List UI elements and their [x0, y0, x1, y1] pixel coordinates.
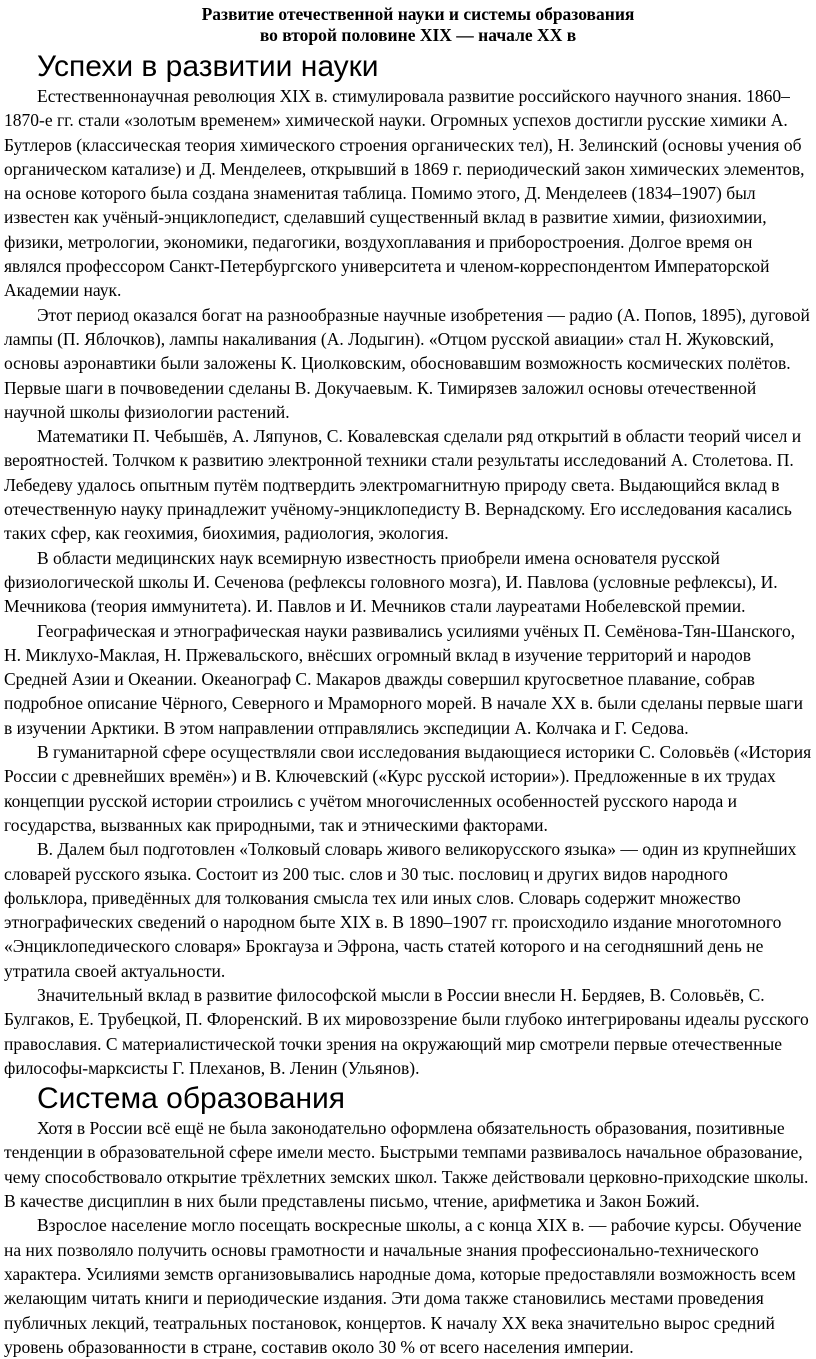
title-line-2: во второй половине XIX — начале XX в — [259, 25, 577, 45]
science-paragraph-chemistry: Естественнонаучная революция XIX в. стимулировала развитие российского научного знания. 1860–1870-е гг. стали «золотым временем» химической науки. Огромных успехов достигли русские химики А. Бутлеров (классическая теория химического строения органических тел), Н. Зелинский (основы учения об органическом катализе) и Д. Менделеев, открывший в 1869 г. периодический закон химических элементов, на основе которого была создана знаменитая таблица. Помимо этого, Д. Менделеев (1834–1907) был известен как учёный-энциклопедист, сделавший существенный вклад в развитие химии, физиохимии, физики, метрологии, экономики, педагогики, воздухоплавания и приборостроения. Долгое время он являлся профессором Санкт-Петербургского университета и членом-корреспондентом Императорской Академии наук. — [4, 86, 805, 301]
education-section — [4, 1116, 812, 1359]
science-paragraph-medicine: В области медицинских наук всемирную известность приобрели имена основателя русской физиологической школы И. Сеченова (рефлексы головного мозга), И. Павлова (условные рефлексы), И. Мечникова (теория иммунитета). И. Павлов и И. Мечников стали лауреатами Нобелевской премии. — [4, 547, 778, 617]
science-paragraph-geography: Географическая и этнографическая науки развивались усилиями учёных П. Семёнова-Тян-Шанского, Н. Миклухо-Маклая, Н. Пржевальского, внёсших огромный вклад в изучение территорий и народов Средней Азии и Океании. Океанограф С. Макаров дважды совершил кругосветное плавание, собрав подробное описание Чёрного, Северного и Мраморного морей. В начале XX в. были сделаны первые шаги в изучении Арктики. В этом направлении отправлялись экспедиции А. Колчака и Г. Седова. — [4, 620, 804, 738]
education-paragraph-primary: Хотя в России всё ещё не была законодательно оформлена обязательность образования, позитивные тенденции в образовательной сфере имели место. Быстрыми темпами развивалось начальное образование, чему способствовало открытие трёхлетних земских школ. Также действовали церковно-приходские школы. В качестве дисциплин в них были представлены письмо, чтение, арифметика и Закон Божий. — [4, 1118, 809, 1212]
science-paragraph-mathematics: Математики П. Чебышёв, А. Ляпунов, С. Ковалевская сделали ряд открытий в области теорий чисел и вероятностей. Толчком к развитию электронной техники стали результаты исследований А. Столетова. П. Лебедеву удалось опытным путём подтвердить электромагнитную природу света. Выдающийся вклад в отечественную науку принадлежит учёному-энциклопедисту В. Вернадскому. Его исследования касались таких сфер, как геохимия, биохимия, радиология, экология. — [4, 426, 802, 544]
science-paragraph-inventions: Этот период оказался богат на разнообразные научные изобретения — радио (А. Попов, 1895), дуговой лампы (П. Яблочков), лампы накаливания (А. Лодыгин). «Отцом русской авиации» стал Н. Жуковский, основы аэронавтики были заложены К. Циолковским, обосновавшим возможность космических полётов. Первые шаги в почвоведении сделаны В. Докучаевым. К. Тимирязев заложил основы отечественной научной школы физиологии растений. — [4, 304, 810, 422]
science-heading: Успехи в развитии науки — [37, 50, 379, 83]
title-line-1: Развитие отечественной науки и системы образования — [201, 4, 635, 24]
education-heading: Система образования — [37, 1082, 346, 1116]
science-paragraph-philosophy: Значительный вклад в развитие философской мысли в России внесли Н. Бердяев, В. Соловьёв, С. Булгаков, Е. Трубецкой, П. Флоренский. В их мировоззрение были глубоко интегрированы идеалы русского православия. С материалистической точки зрения на окружающий мир смотрели первые отечественные философы-марксисты Г. Плеханов, В. Ленин (Ульянов). — [4, 984, 809, 1078]
science-section — [4, 84, 812, 1080]
education-paragraph-adult: Взрослое население могло посещать воскресные школы, а с конца XIX в. — рабочие курсы. Обучение на них позволяло получить основы грамотности и начальные знания профессионально-технического характера. Усилиями земств организовывались народные дома, которые предоставляли возможность всем желающим читать книги и периодические издания. Эти дома также становились местами проведения публичных лекций, театральных постановок, концертов. К началу XX века значительно вырос средний уровень образованности в стране, составив около 30 % от всего населения империи. — [4, 1215, 802, 1357]
document-title — [4, 0, 812, 46]
science-paragraph-humanities: В гуманитарной сфере осуществляли свои исследования выдающиеся историки С. Соловьёв («История России с древнейших времён») и В. Ключевский («Курс русской истории»). Предложенные в их трудах концепции русской истории строились с учётом многочисленных особенностей русского народа и государства, вызванных как природными, так и этническими факторами. — [4, 742, 812, 835]
science-paragraph-dictionary: В. Далем был подготовлен «Толковый словарь живого великорусского языка» — один из крупнейших словарей русского языка. Состоит из 200 тыс. слов и 30 тыс. пословиц и других видов народного фольклора, приведённых для толкования смысла тех или иных слов. Словарь содержит множество этнографических сведений о народном быте XIX в. В 1890–1907 гг. происходило издание многотомного «Энциклопедического словаря» Брокгауза и Эфрона, часть статей которого и на сегодняшний день не утратила своей актуальности. — [4, 839, 797, 981]
